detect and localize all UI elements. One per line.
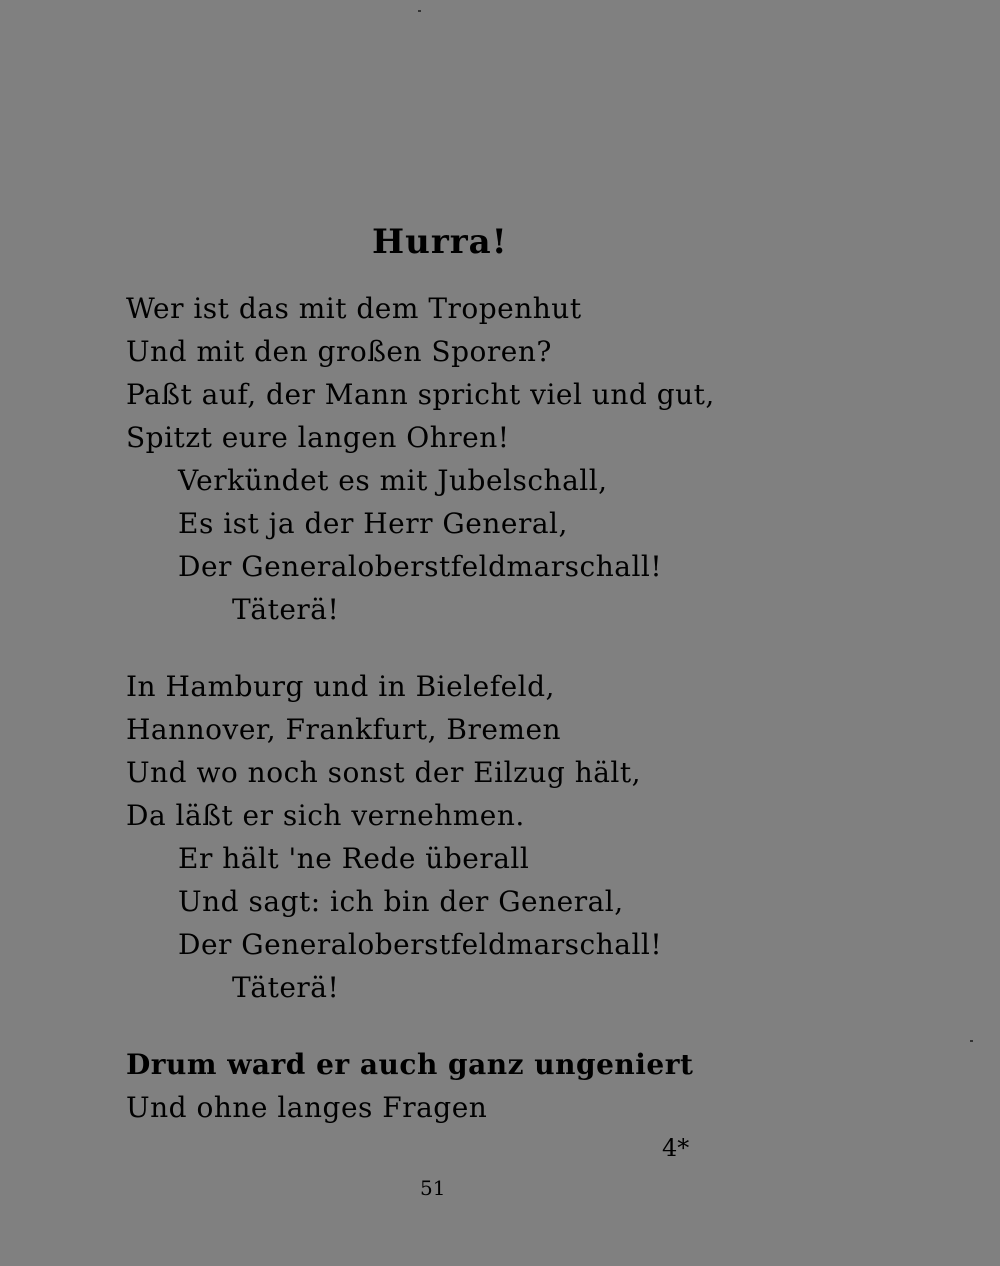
poem-line: Spitzt eure langen Ohren! — [126, 421, 510, 454]
poem-line: Und ohne langes Fragen — [126, 1091, 488, 1124]
poem-line: Paßt auf, der Mann spricht viel und gut, — [126, 378, 715, 411]
poem-line: Und mit den großen Sporen? — [126, 335, 552, 368]
page-number: 51 — [420, 1176, 446, 1200]
poem-refrain: Täterä! — [232, 971, 340, 1004]
poem-line: Verkündet es mit Jubelschall, — [178, 464, 608, 497]
poem-line: Der Generaloberstfeldmarschall! — [178, 550, 663, 583]
poem-refrain: Täterä! — [232, 593, 340, 626]
poem-line: Da läßt er sich vernehmen. — [126, 799, 525, 832]
print-speck — [970, 1040, 973, 1042]
poem-line: Hannover, Frankfurt, Bremen — [126, 713, 562, 746]
poem-line: Es ist ja der Herr General, — [178, 507, 568, 540]
print-speck — [418, 10, 421, 12]
poem-line: Der Generaloberstfeldmarschall! — [178, 928, 663, 961]
signature-mark: 4* — [662, 1134, 690, 1162]
poem-line: Und sagt: ich bin der General, — [178, 885, 624, 918]
poem-title: Hurra! — [372, 222, 508, 262]
poem-line: Wer ist das mit dem Tropenhut — [126, 292, 582, 325]
poem-line: Und wo noch sonst der Eilzug hält, — [126, 756, 642, 789]
poem-line: Drum ward er auch ganz ungeniert — [126, 1048, 694, 1081]
poem-line: Er hält 'ne Rede überall — [178, 842, 530, 875]
poem-line: In Hamburg und in Bielefeld, — [126, 670, 555, 703]
